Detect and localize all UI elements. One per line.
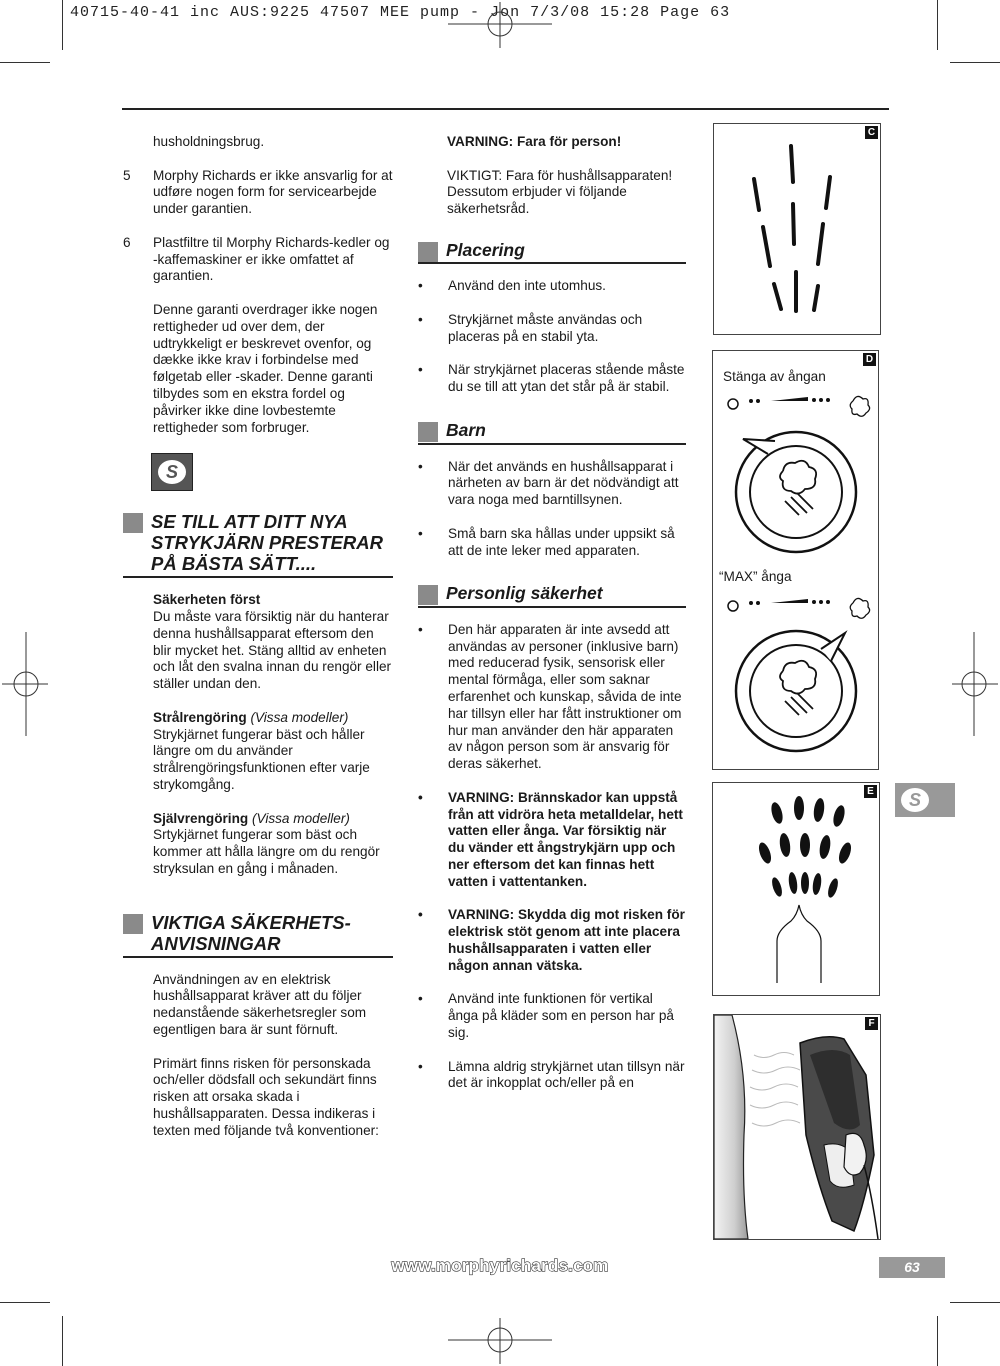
intro-text: husholdningsbrug.	[153, 134, 265, 149]
list-item: • Strykjärnet måste användas och placeras på en stabil yta.	[418, 312, 643, 344]
registration-mark-right	[952, 632, 998, 736]
list-item: • När strykjärnet placeras stående måste du se till att ytan det står på är stabil.	[418, 362, 685, 395]
self-clean-text: Srtykjärnet fungerar som bäst och kommer att hålla längre om du rengör stryksulan en gång i månaden.	[153, 827, 380, 876]
column-left	[123, 134, 393, 1156]
risk-text: Primärt finns risken för personskada och/eller dödsfall och sekundärt finns risken att orsaka skada i hushållsapparaten. Dessa indikeras i texten med följande två konventioner:	[153, 1055, 379, 1138]
caption-steam-max: “MAX” ånga	[719, 569, 792, 584]
list-item: 6 Plastfiltre til Morphy Richards-kedler og -kaffemaskiner er ikke omfattet af garantien.	[123, 234, 390, 284]
vertical-steam-illustration	[714, 1015, 880, 1239]
list-item: • Små barn ska hållas under uppsikt så att de inte leker med apparaten.	[418, 525, 675, 558]
important-text: VIKTIGT: Fara för hushållsapparaten! Dessutom erbjuder vi följande säkerhetsråd.	[447, 167, 673, 217]
dial-steam-max	[713, 591, 878, 769]
figure-d	[712, 350, 879, 770]
list-item: • Använd den inte utomhus.	[418, 278, 606, 294]
jet-clean-title: Strålrengöring (Vissa modeller)	[153, 709, 349, 725]
list-item: 5 Morphy Richards er ikke ansvarlig for at udføre nogen form for servicearbejde under garantien.	[123, 167, 393, 217]
list-item: • Använd inte funktionen för vertikal ånga på kläder som en person har på sig.	[418, 991, 674, 1040]
page-number: 63	[879, 1257, 945, 1278]
list-item: • Lämna aldrig strykjärnet utan tillsyn när det är inkopplat och/eller på en	[418, 1058, 685, 1091]
figure-d-label: D	[863, 353, 876, 366]
safety-title: Säkerheten först	[153, 592, 261, 608]
list-item: • När det används en hushållsapparat i närheten av barn är det nödvändigt att vara noga med barntillsynen.	[418, 458, 679, 508]
figure-e	[712, 782, 880, 996]
figure-c-label: C	[865, 126, 878, 139]
language-tab: S	[895, 783, 955, 817]
use-text: Användningen av en elektrisk hushållsapparat kräver att du följer nedanstående säkerhetsregler som egentligen bara är sunt förnuft.	[153, 971, 367, 1038]
figure-e-label: E	[864, 785, 877, 798]
figure-f-label: F	[865, 1017, 878, 1030]
safety-block	[123, 592, 393, 878]
top-rule	[122, 108, 889, 110]
guarantee-text: Denne garanti overdrager ikke nogen rettigheder ud over dem, der udtrykkeligt er beskrevet ovenfor, og dække ikke krav i forbindelse med følgetab eller -skader. Denne garanti tilbydes som en ekstra fordel og påvirker ikke dine lovbestemte rettigheder som forbruger.	[153, 301, 378, 435]
safety-text: Du måste vara försiktig när du hanterar denna hushållsapparat eftersom den blir mycket het. Stäng alltid av enheten och låt den svalna innan du rengör eller ställer undan den.	[153, 608, 392, 692]
warning-burns: • VARNING: Brännskador kan uppstå från att vidröra heta metalldelar, hett vatten eller ånga. Var försiktig när du vänder ett ångstrykjärn upp och ner eftersom det kan finnas hett vatten i vattentanken.	[418, 789, 683, 889]
self-clean-title: Självrengöring (Vissa modeller)	[153, 810, 350, 826]
figure-c	[713, 123, 881, 335]
jet-clean-text: Strykjärnet fungerar bäst och håller längre om du använder strålrengöringsfunktionen efter varje strykomgång.	[153, 726, 370, 792]
steam-jets-illustration	[714, 124, 880, 334]
section-heading-placement: Placering	[418, 240, 686, 265]
dial-steam-off	[713, 389, 878, 569]
footer-website[interactable]: www.morphyrichards.com	[391, 1256, 609, 1275]
section-heading-care: SE TILL ATT DITT NYA STRYKJÄRN PRESTERAR PÅ BÄSTA SÄTT....	[123, 511, 393, 578]
section-heading-safety: VIKTIGA SÄKERHETS-ANVISNINGAR	[123, 912, 393, 958]
list-item: • Den här apparaten är inte avsedd att användas av personer (inklusive barn) med reducerad fysik, sensorisk eller mental förmåga, eller som saknar erfarenhet och kunskap, såvida de inte har tillsyn eller har fått instruktioner om hur man använder den här apparaten av någon person som är ansvarig för deras säkerhet.	[418, 621, 682, 772]
registration-mark-left	[2, 632, 48, 736]
print-slug: 40715-40-41 inc AUS:9225 47507 MEE pump - Jon 7/3/08 15:28 Page 63	[70, 4, 731, 21]
warning-title: VARNING: Fara för person!	[447, 134, 622, 149]
section-heading-personal: Personlig säkerhet	[418, 583, 686, 608]
registration-mark-top	[448, 2, 552, 48]
registration-mark-bottom	[448, 1318, 552, 1364]
column-middle	[418, 134, 686, 1109]
language-badge: S	[151, 453, 193, 491]
soleplate-illustration	[713, 783, 879, 995]
language-badge-wrap	[123, 453, 393, 511]
warning-shock: • VARNING: Skydda dig mot risken för elektrisk stöt genom att inte placera hushållsapparaten i vatten eller någon annan vätska.	[418, 907, 685, 973]
section-heading-children: Barn	[418, 420, 686, 445]
figure-f	[713, 1014, 881, 1240]
caption-steam-off: Stänga av ångan	[723, 369, 826, 384]
